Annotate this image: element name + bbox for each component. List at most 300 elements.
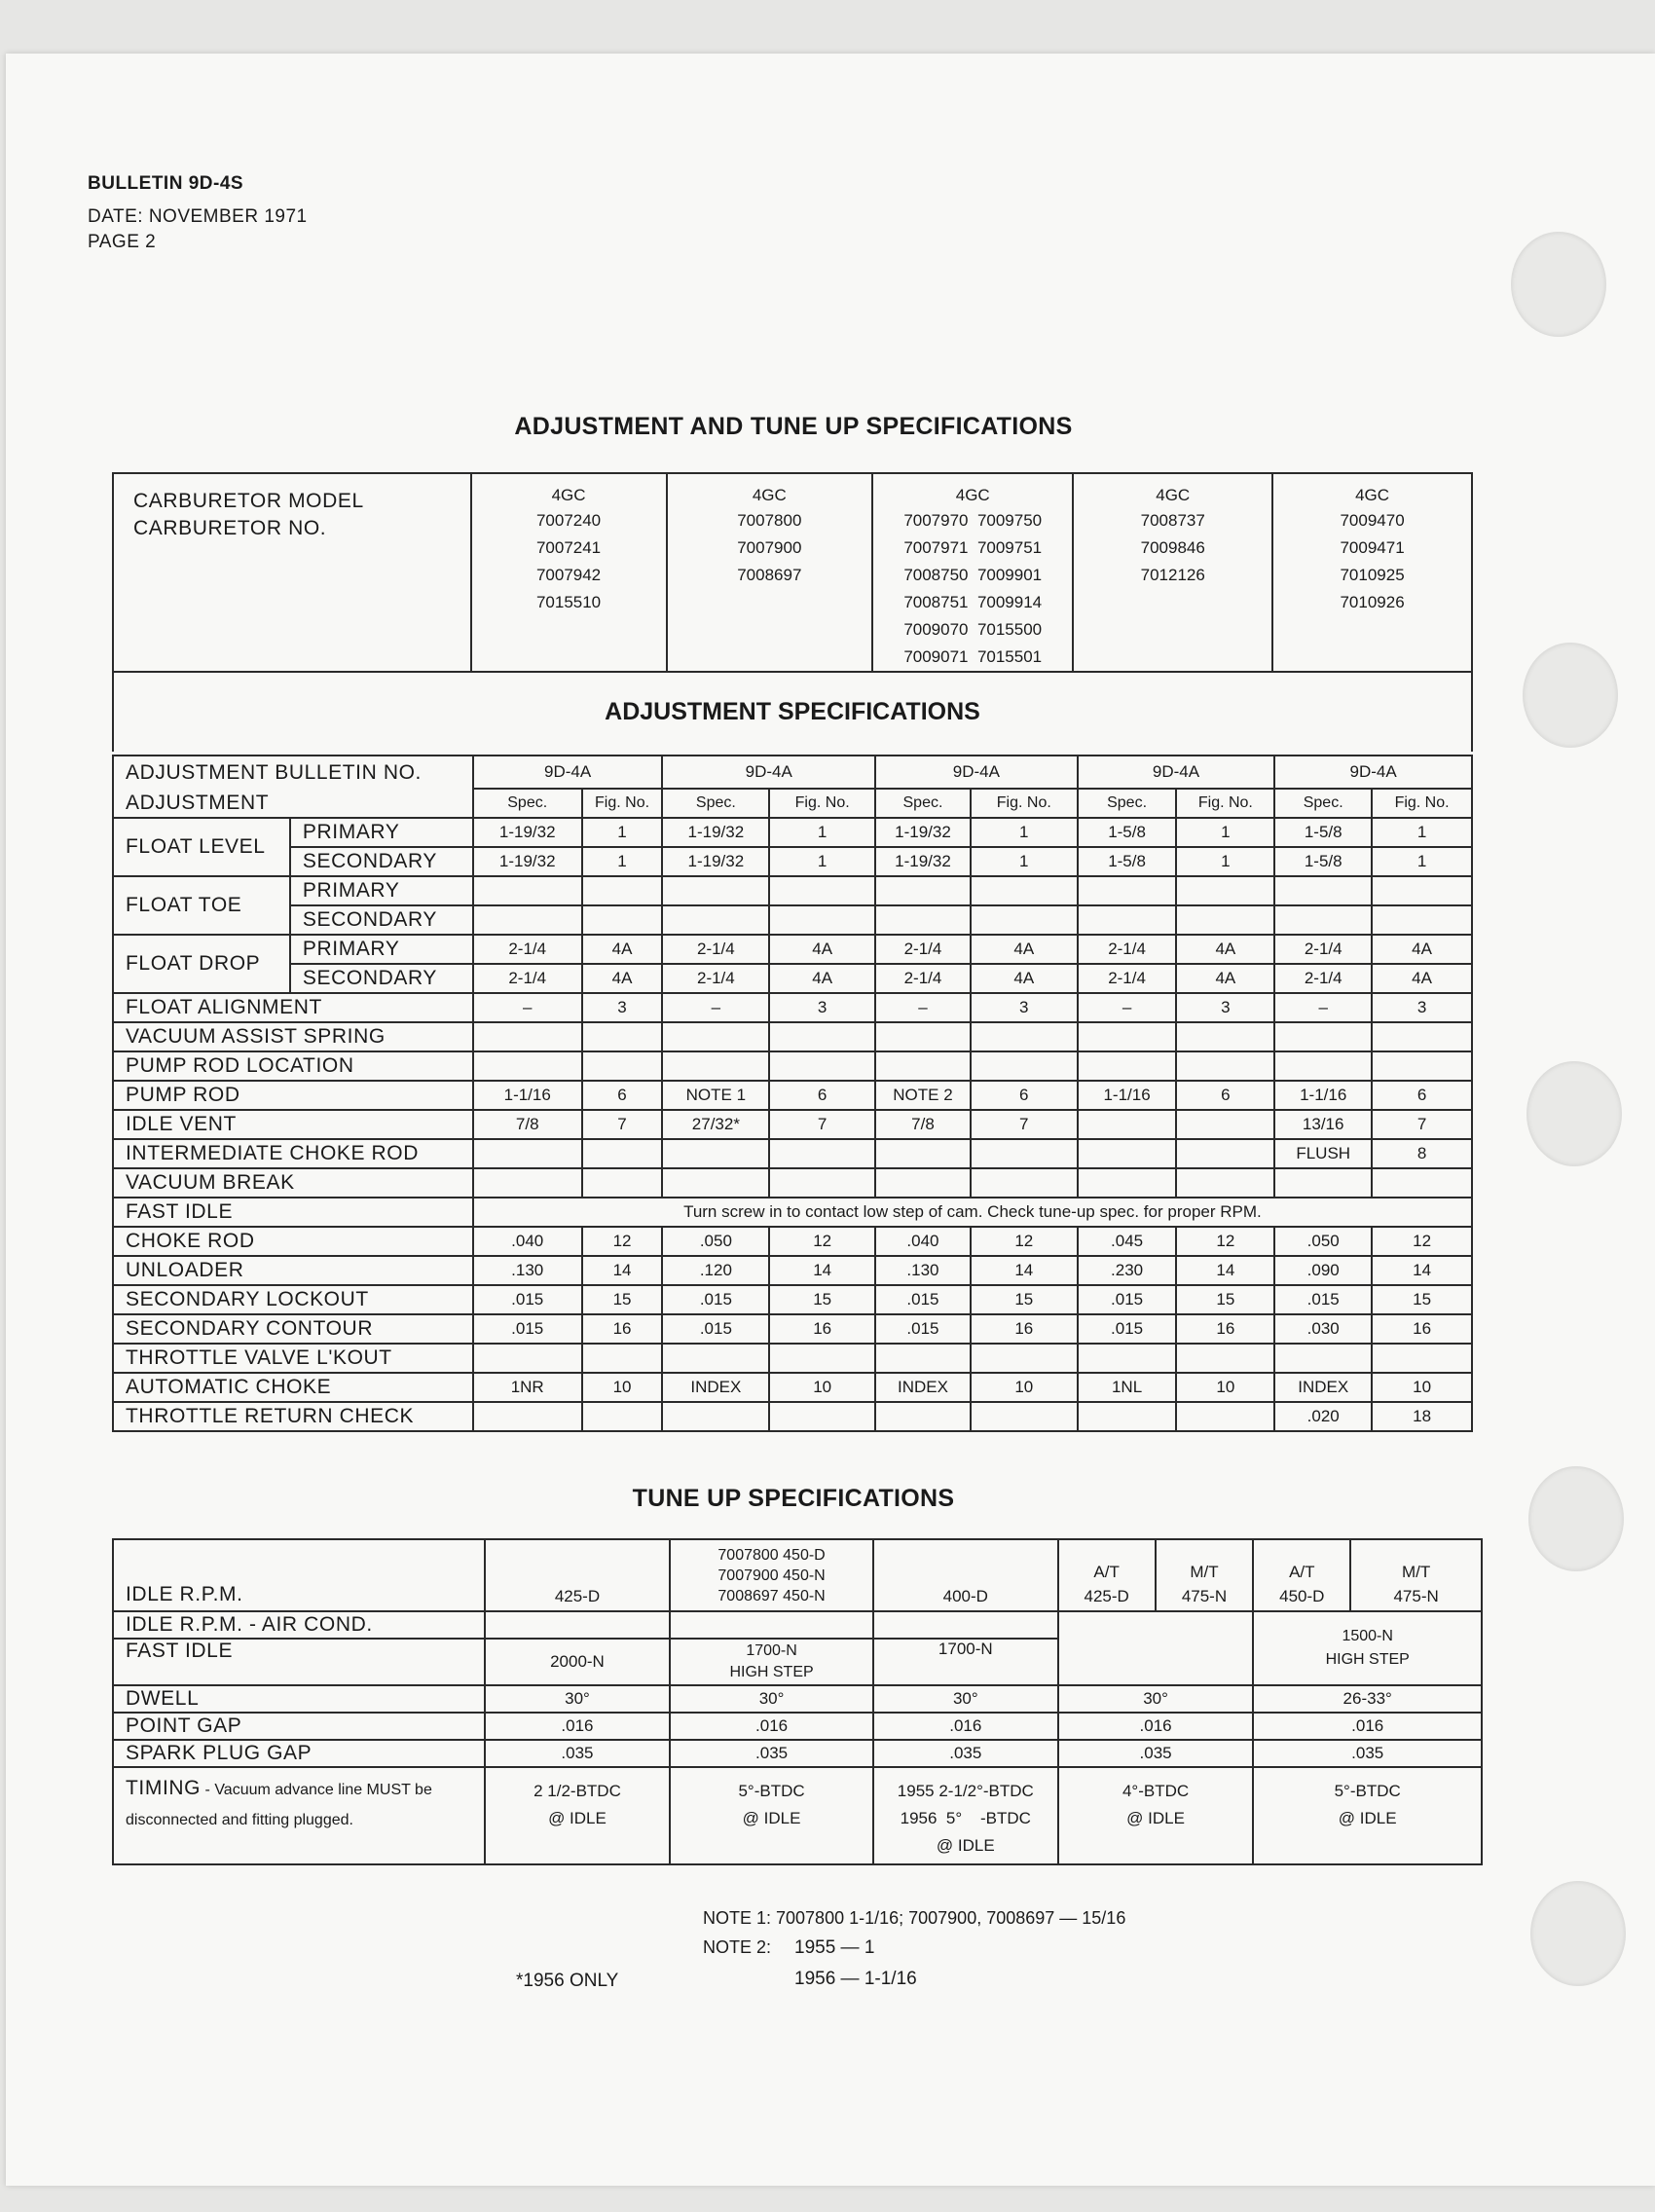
note-2-1955: 1955 — 1 bbox=[794, 1937, 875, 1958]
spec-cell: 2-1/4 bbox=[473, 964, 582, 993]
spec-cell: 6 bbox=[971, 1081, 1078, 1110]
spec-cell: 10 bbox=[1372, 1373, 1472, 1402]
spark-plug-gap-value: .035 bbox=[485, 1740, 671, 1767]
idle-rpm-label: IDLE R.P.M. bbox=[113, 1539, 485, 1611]
fast-idle-value: 1700-N bbox=[873, 1639, 1058, 1685]
footnote-1956-only: *1956 ONLY bbox=[516, 1971, 619, 1991]
spec-cell: 3 bbox=[769, 993, 875, 1022]
spec-cell: 18 bbox=[1372, 1402, 1472, 1431]
spec-cell bbox=[1078, 1110, 1177, 1139]
spec-cell: 4A bbox=[971, 964, 1078, 993]
binder-hole bbox=[1526, 1061, 1622, 1166]
spec-cell bbox=[473, 1402, 582, 1431]
secondary-label: SECONDARY bbox=[290, 964, 473, 993]
spec-cell: 2-1/4 bbox=[473, 935, 582, 964]
spec-cell: .015 bbox=[1078, 1285, 1177, 1314]
adjustment-row bbox=[113, 1314, 1472, 1344]
spec-cell: 16 bbox=[769, 1314, 875, 1344]
primary-label: PRIMARY bbox=[290, 876, 473, 905]
timing-value: 1955 2-1/2°-BTDC 1956 5° -BTDC @ IDLE bbox=[873, 1767, 1058, 1864]
spec-cell: 1 bbox=[769, 847, 875, 876]
spec-cell bbox=[1176, 1168, 1274, 1198]
group-label: FLOAT TOE bbox=[113, 876, 290, 935]
adjustment-row bbox=[113, 1285, 1472, 1314]
spec-cell: 2-1/4 bbox=[1078, 935, 1177, 964]
spec-cell bbox=[1372, 905, 1472, 935]
spec-cell bbox=[662, 876, 769, 905]
spec-cell: 4A bbox=[1372, 935, 1472, 964]
spec-cell: 15 bbox=[971, 1285, 1078, 1314]
spec-cell: 2-1/4 bbox=[875, 935, 971, 964]
spec-cell bbox=[769, 1022, 875, 1051]
spec-cell bbox=[971, 1022, 1078, 1051]
timing-value: 5°-BTDC @ IDLE bbox=[1253, 1767, 1482, 1864]
carburetor-model-table bbox=[112, 472, 1473, 752]
spec-cell bbox=[1078, 876, 1177, 905]
spec-cell bbox=[473, 1344, 582, 1373]
spec-cell: .130 bbox=[875, 1256, 971, 1285]
idle-rpm-value: 450-D bbox=[1253, 1582, 1350, 1611]
spark-plug-gap-label: SPARK PLUG GAP bbox=[113, 1740, 485, 1767]
carburetor-number-list: 7007970 7009750 7007971 7009751 7008750 7009901 7008751 7009914 7009070 7015500 7009071 7015501 bbox=[903, 511, 1043, 666]
spec-cell: 2-1/4 bbox=[1274, 935, 1372, 964]
timing-value: 2 1/2-BTDC @ IDLE bbox=[485, 1767, 671, 1864]
spec-cell: .015 bbox=[662, 1285, 769, 1314]
spec-cell: 7 bbox=[582, 1110, 663, 1139]
spec-cell: 3 bbox=[1176, 993, 1274, 1022]
spec-cell bbox=[1274, 905, 1372, 935]
group-label: FLOAT DROP bbox=[113, 935, 290, 993]
adjustment-specifications-table bbox=[112, 755, 1473, 1432]
spec-cell: 1 bbox=[582, 847, 663, 876]
carburetor-model-value: 4GC bbox=[1156, 486, 1191, 504]
adjustment-row-label: PUMP ROD bbox=[113, 1081, 473, 1110]
spec-cell bbox=[769, 1051, 875, 1081]
fast-idle-value: 1500-N HIGH STEP bbox=[1253, 1611, 1482, 1685]
spec-cell bbox=[875, 1139, 971, 1168]
spec-cell: 4A bbox=[1372, 964, 1472, 993]
binder-hole bbox=[1511, 232, 1606, 337]
spec-cell: 12 bbox=[769, 1227, 875, 1256]
spec-cell bbox=[1274, 876, 1372, 905]
spec-cell: 2-1/4 bbox=[875, 964, 971, 993]
adjustment-row bbox=[113, 1227, 1472, 1256]
model-column bbox=[471, 473, 667, 672]
spec-cell: 1-19/32 bbox=[473, 847, 582, 876]
spark-plug-gap-row bbox=[113, 1740, 1482, 1767]
bulletin-value: 9D-4A bbox=[662, 756, 875, 789]
spec-cell: 12 bbox=[1372, 1227, 1472, 1256]
adjustment-row bbox=[113, 1051, 1472, 1081]
spec-cell: .015 bbox=[473, 1285, 582, 1314]
note-2-label: NOTE 2: bbox=[703, 1937, 772, 1957]
spec-cell: 16 bbox=[582, 1314, 663, 1344]
spec-cell: 4A bbox=[582, 935, 663, 964]
bulletin-row bbox=[113, 756, 1472, 789]
bulletin-number: BULLETIN 9D-4S bbox=[88, 173, 244, 194]
spec-cell: 1-19/32 bbox=[473, 818, 582, 847]
spec-cell bbox=[1078, 1139, 1177, 1168]
adjustment-row-label: INTERMEDIATE CHOKE ROD bbox=[113, 1139, 473, 1168]
spec-cell bbox=[582, 1344, 663, 1373]
spec-cell bbox=[473, 876, 582, 905]
idle-rpm-value: 475-N bbox=[1350, 1582, 1482, 1611]
spec-cell bbox=[1078, 1022, 1177, 1051]
spec-cell bbox=[875, 1051, 971, 1081]
spec-cell bbox=[1274, 1022, 1372, 1051]
carburetor-no-label: CARBURETOR NO. bbox=[133, 517, 327, 539]
carburetor-number-list: 7009470 7009471 7010925 7010926 bbox=[1340, 511, 1405, 611]
point-gap-value: .016 bbox=[670, 1713, 873, 1740]
spec-cell: 12 bbox=[582, 1227, 663, 1256]
fig-header: Fig. No. bbox=[582, 789, 663, 818]
idle-rpm-value: 425-D bbox=[1058, 1582, 1156, 1611]
timing-note: - Vacuum advance line MUST be disconnected and fitting plugged. bbox=[126, 1782, 432, 1828]
spec-cell bbox=[662, 1402, 769, 1431]
spec-cell bbox=[1372, 1022, 1472, 1051]
adjustment-row bbox=[113, 993, 1472, 1022]
spec-cell: 6 bbox=[769, 1081, 875, 1110]
spec-cell: 4A bbox=[582, 964, 663, 993]
spec-cell bbox=[473, 1022, 582, 1051]
fig-header: Fig. No. bbox=[769, 789, 875, 818]
spec-cell: 4A bbox=[1176, 964, 1274, 993]
spec-cell: .090 bbox=[1274, 1256, 1372, 1285]
tuneup-cell bbox=[873, 1611, 1058, 1639]
spec-cell: 4A bbox=[971, 935, 1078, 964]
bulletin-label: ADJUSTMENT BULLETIN NO. bbox=[113, 756, 473, 789]
spec-cell: 7 bbox=[971, 1110, 1078, 1139]
spec-cell bbox=[1372, 1051, 1472, 1081]
spec-cell bbox=[971, 1139, 1078, 1168]
spec-cell: 1-19/32 bbox=[662, 818, 769, 847]
adjustment-row bbox=[113, 935, 1472, 964]
spec-cell: – bbox=[662, 993, 769, 1022]
spec-cell bbox=[1372, 1168, 1472, 1198]
spec-cell: .130 bbox=[473, 1256, 582, 1285]
spark-plug-gap-value: .035 bbox=[873, 1740, 1058, 1767]
adjustment-row-label: CHOKE ROD bbox=[113, 1227, 473, 1256]
carburetor-model-value: 4GC bbox=[1355, 486, 1390, 504]
at-header: A/T bbox=[1058, 1539, 1156, 1582]
spec-cell: 10 bbox=[971, 1373, 1078, 1402]
bulletin-date: DATE: NOVEMBER 1971 bbox=[88, 206, 308, 227]
spec-cell: 1-5/8 bbox=[1078, 847, 1177, 876]
spec-cell bbox=[1274, 1051, 1372, 1081]
spec-cell bbox=[1078, 1051, 1177, 1081]
adjustment-row bbox=[113, 1256, 1472, 1285]
spec-cell bbox=[875, 1168, 971, 1198]
spec-cell: 14 bbox=[971, 1256, 1078, 1285]
page-number: PAGE 2 bbox=[88, 232, 157, 252]
spec-cell: 4A bbox=[1176, 935, 1274, 964]
spec-cell: 2-1/4 bbox=[662, 935, 769, 964]
spec-cell: 1 bbox=[769, 818, 875, 847]
dwell-value: 30° bbox=[485, 1685, 671, 1713]
spec-cell bbox=[662, 1022, 769, 1051]
spec-cell: 1 bbox=[971, 818, 1078, 847]
adjustment-row-label: SECONDARY LOCKOUT bbox=[113, 1285, 473, 1314]
adjustment-row-label: IDLE VENT bbox=[113, 1110, 473, 1139]
spec-cell bbox=[769, 905, 875, 935]
dwell-value: 30° bbox=[670, 1685, 873, 1713]
carburetor-model-label: CARBURETOR MODEL bbox=[133, 490, 364, 512]
adjustment-row bbox=[113, 964, 1472, 993]
spec-cell: 3 bbox=[971, 993, 1078, 1022]
spec-cell: .015 bbox=[1078, 1314, 1177, 1344]
spec-cell: 15 bbox=[1372, 1285, 1472, 1314]
binder-hole bbox=[1528, 1466, 1624, 1571]
spec-cell bbox=[971, 1344, 1078, 1373]
spec-cell: 1 bbox=[582, 818, 663, 847]
fast-idle-label: FAST IDLE bbox=[113, 1639, 485, 1685]
timing-value: 4°-BTDC @ IDLE bbox=[1058, 1767, 1254, 1864]
spec-cell: 1-5/8 bbox=[1274, 847, 1372, 876]
carburetor-model-value: 4GC bbox=[752, 486, 787, 504]
tuneup-cell bbox=[485, 1611, 671, 1639]
fig-header: Fig. No. bbox=[1176, 789, 1274, 818]
binder-hole bbox=[1523, 643, 1618, 748]
spec-cell: 7 bbox=[1372, 1110, 1472, 1139]
spec-cell bbox=[1176, 1344, 1274, 1373]
timing-label: TIMING bbox=[126, 1777, 202, 1799]
spec-cell: 8 bbox=[1372, 1139, 1472, 1168]
spec-cell bbox=[662, 1168, 769, 1198]
spec-cell: 14 bbox=[582, 1256, 663, 1285]
spec-cell bbox=[582, 1402, 663, 1431]
spec-cell bbox=[769, 876, 875, 905]
spec-cell bbox=[1078, 1402, 1177, 1431]
spec-cell: 4A bbox=[769, 964, 875, 993]
spec-cell bbox=[1176, 1110, 1274, 1139]
point-gap-row bbox=[113, 1713, 1482, 1740]
spec-cell: .015 bbox=[875, 1285, 971, 1314]
spec-cell: 14 bbox=[769, 1256, 875, 1285]
adjustment-row bbox=[113, 905, 1472, 935]
spec-cell bbox=[1372, 876, 1472, 905]
adjustment-row bbox=[113, 1022, 1472, 1051]
carburetor-model-value: 4GC bbox=[955, 486, 990, 504]
spec-cell: 14 bbox=[1176, 1256, 1274, 1285]
adjustment-row-label: VACUUM BREAK bbox=[113, 1168, 473, 1198]
point-gap-value: .016 bbox=[1253, 1713, 1482, 1740]
spec-cell bbox=[875, 1344, 971, 1373]
spec-cell: 15 bbox=[1176, 1285, 1274, 1314]
spec-cell: 16 bbox=[971, 1314, 1078, 1344]
spec-cell bbox=[971, 1402, 1078, 1431]
spec-cell bbox=[971, 1051, 1078, 1081]
spec-cell: 27/32* bbox=[662, 1110, 769, 1139]
primary-label: PRIMARY bbox=[290, 935, 473, 964]
spec-cell bbox=[582, 1139, 663, 1168]
spec-cell: 1 bbox=[1176, 847, 1274, 876]
dwell-row bbox=[113, 1685, 1482, 1713]
idle-rpm-value: 400-D bbox=[873, 1539, 1058, 1611]
spark-plug-gap-value: .035 bbox=[1058, 1740, 1254, 1767]
spec-cell: 10 bbox=[582, 1373, 663, 1402]
spec-cell bbox=[875, 905, 971, 935]
spec-cell: 6 bbox=[1176, 1081, 1274, 1110]
dwell-label: DWELL bbox=[113, 1685, 485, 1713]
spec-cell: 16 bbox=[1372, 1314, 1472, 1344]
spec-cell bbox=[582, 905, 663, 935]
spec-cell: 1-19/32 bbox=[662, 847, 769, 876]
adjustment-row-label: VACUUM ASSIST SPRING bbox=[113, 1022, 473, 1051]
adjustment-row bbox=[113, 1373, 1472, 1402]
spec-cell: 7/8 bbox=[473, 1110, 582, 1139]
idle-rpm-value: 475-N bbox=[1156, 1582, 1254, 1611]
spec-cell bbox=[1274, 1344, 1372, 1373]
idle-rpm-row bbox=[113, 1539, 1482, 1582]
spec-cell: FLUSH bbox=[1274, 1139, 1372, 1168]
tuneup-cell bbox=[670, 1611, 873, 1639]
idle-rpm-value: 425-D bbox=[485, 1539, 671, 1611]
fig-header: Fig. No. bbox=[971, 789, 1078, 818]
adjustment-row bbox=[113, 1081, 1472, 1110]
spec-cell: 1NL bbox=[1078, 1373, 1177, 1402]
spec-cell: 1 bbox=[1372, 847, 1472, 876]
spec-cell: – bbox=[1078, 993, 1177, 1022]
spec-cell: 15 bbox=[769, 1285, 875, 1314]
mt-header: M/T bbox=[1350, 1539, 1482, 1582]
adjustment-row bbox=[113, 1168, 1472, 1198]
dwell-value: 30° bbox=[873, 1685, 1058, 1713]
spec-cell: 1-5/8 bbox=[1274, 818, 1372, 847]
spec-cell: 1-1/16 bbox=[473, 1081, 582, 1110]
at-header: A/T bbox=[1253, 1539, 1350, 1582]
spec-cell bbox=[769, 1139, 875, 1168]
spec-cell: 1-1/16 bbox=[1078, 1081, 1177, 1110]
spec-cell: .040 bbox=[875, 1227, 971, 1256]
spec-cell: 7 bbox=[769, 1110, 875, 1139]
binder-hole bbox=[1530, 1881, 1626, 1986]
timing-row bbox=[113, 1767, 1482, 1864]
spec-header-row bbox=[113, 789, 1472, 818]
spec-cell: 13/16 bbox=[1274, 1110, 1372, 1139]
spec-header: Spec. bbox=[1078, 789, 1177, 818]
note-2-1956: 1956 — 1-1/16 bbox=[794, 1969, 917, 1989]
idle-ac-row bbox=[113, 1611, 1482, 1639]
spark-plug-gap-value: .035 bbox=[670, 1740, 873, 1767]
spec-cell: 16 bbox=[1176, 1314, 1274, 1344]
adjustment-row bbox=[113, 847, 1472, 876]
spec-cell bbox=[473, 1139, 582, 1168]
spec-header: Spec. bbox=[1274, 789, 1372, 818]
spec-cell: .030 bbox=[1274, 1314, 1372, 1344]
spec-header: Spec. bbox=[875, 789, 971, 818]
spec-cell: 1-5/8 bbox=[1078, 818, 1177, 847]
spec-cell bbox=[1176, 905, 1274, 935]
adjustment-label: ADJUSTMENT bbox=[113, 789, 473, 818]
adjustment-row bbox=[113, 1110, 1472, 1139]
dwell-value: 26-33° bbox=[1253, 1685, 1482, 1713]
spec-cell bbox=[473, 1051, 582, 1081]
spec-cell: .015 bbox=[473, 1314, 582, 1344]
spec-cell bbox=[1372, 1344, 1472, 1373]
adjustment-row bbox=[113, 1139, 1472, 1168]
spec-header: Spec. bbox=[662, 789, 769, 818]
spec-cell: 12 bbox=[971, 1227, 1078, 1256]
spec-cell: INDEX bbox=[875, 1373, 971, 1402]
spec-cell: NOTE 2 bbox=[875, 1081, 971, 1110]
adjustment-row bbox=[113, 1344, 1472, 1373]
tuneup-cell bbox=[1058, 1611, 1254, 1639]
spec-cell: – bbox=[473, 993, 582, 1022]
page-title: ADJUSTMENT AND TUNE UP SPECIFICATIONS bbox=[514, 413, 1073, 440]
fast-idle-value: 2000-N bbox=[485, 1639, 671, 1685]
spec-cell: .045 bbox=[1078, 1227, 1177, 1256]
spec-cell bbox=[582, 1168, 663, 1198]
spec-cell bbox=[1176, 876, 1274, 905]
spec-cell: .015 bbox=[662, 1314, 769, 1344]
spec-cell bbox=[582, 1022, 663, 1051]
spec-cell: 10 bbox=[1176, 1373, 1274, 1402]
spec-cell bbox=[971, 905, 1078, 935]
spec-cell bbox=[1078, 1168, 1177, 1198]
spec-cell: .120 bbox=[662, 1256, 769, 1285]
point-gap-value: .016 bbox=[873, 1713, 1058, 1740]
spec-cell bbox=[769, 1402, 875, 1431]
adjustment-row-label: FAST IDLE bbox=[113, 1198, 473, 1227]
spec-cell: 6 bbox=[1372, 1081, 1472, 1110]
model-column bbox=[1073, 473, 1272, 672]
spec-cell: .050 bbox=[1274, 1227, 1372, 1256]
spec-cell bbox=[875, 876, 971, 905]
spec-cell: .230 bbox=[1078, 1256, 1177, 1285]
adjustment-row bbox=[113, 1402, 1472, 1431]
bulletin-value: 9D-4A bbox=[1078, 756, 1275, 789]
spark-plug-gap-value: .035 bbox=[1253, 1740, 1482, 1767]
note-1: NOTE 1: 7007800 1-1/16; 7007900, 7008697 — 15/16 bbox=[703, 1908, 1126, 1928]
spec-cell: 1-19/32 bbox=[875, 818, 971, 847]
spec-cell: INDEX bbox=[662, 1373, 769, 1402]
secondary-label: SECONDARY bbox=[290, 905, 473, 935]
spec-cell: 14 bbox=[1372, 1256, 1472, 1285]
spec-cell: 2-1/4 bbox=[1274, 964, 1372, 993]
spec-cell: – bbox=[1274, 993, 1372, 1022]
spec-cell bbox=[1078, 1344, 1177, 1373]
idle-ac-label: IDLE R.P.M. - AIR COND. bbox=[113, 1611, 485, 1639]
spec-cell: 3 bbox=[582, 993, 663, 1022]
spec-cell bbox=[875, 1402, 971, 1431]
spec-cell bbox=[582, 876, 663, 905]
spec-cell bbox=[1176, 1139, 1274, 1168]
spec-cell: NOTE 1 bbox=[662, 1081, 769, 1110]
spec-cell bbox=[971, 1168, 1078, 1198]
adjustment-row bbox=[113, 1198, 1472, 1227]
spec-cell: 1 bbox=[1176, 818, 1274, 847]
spec-cell: 1-1/16 bbox=[1274, 1081, 1372, 1110]
adjustment-row-label: THROTTLE RETURN CHECK bbox=[113, 1402, 473, 1431]
spec-cell: 6 bbox=[582, 1081, 663, 1110]
spec-cell: – bbox=[875, 993, 971, 1022]
adjustment-row-label: FLOAT ALIGNMENT bbox=[113, 993, 473, 1022]
spec-cell: 2-1/4 bbox=[662, 964, 769, 993]
carburetor-model-value: 4GC bbox=[551, 486, 586, 504]
spec-cell: .015 bbox=[875, 1314, 971, 1344]
spec-cell bbox=[1274, 1168, 1372, 1198]
spec-cell bbox=[662, 1344, 769, 1373]
group-label: FLOAT LEVEL bbox=[113, 818, 290, 876]
spec-cell: 3 bbox=[1372, 993, 1472, 1022]
bulletin-value: 9D-4A bbox=[875, 756, 1078, 789]
carburetor-number-list: 7007800 7007900 7008697 bbox=[737, 511, 802, 584]
spec-cell: .050 bbox=[662, 1227, 769, 1256]
adjustment-row-label: PUMP ROD LOCATION bbox=[113, 1051, 473, 1081]
adjustment-row-label: SECONDARY CONTOUR bbox=[113, 1314, 473, 1344]
fig-header: Fig. No. bbox=[1372, 789, 1472, 818]
spec-cell bbox=[473, 1168, 582, 1198]
